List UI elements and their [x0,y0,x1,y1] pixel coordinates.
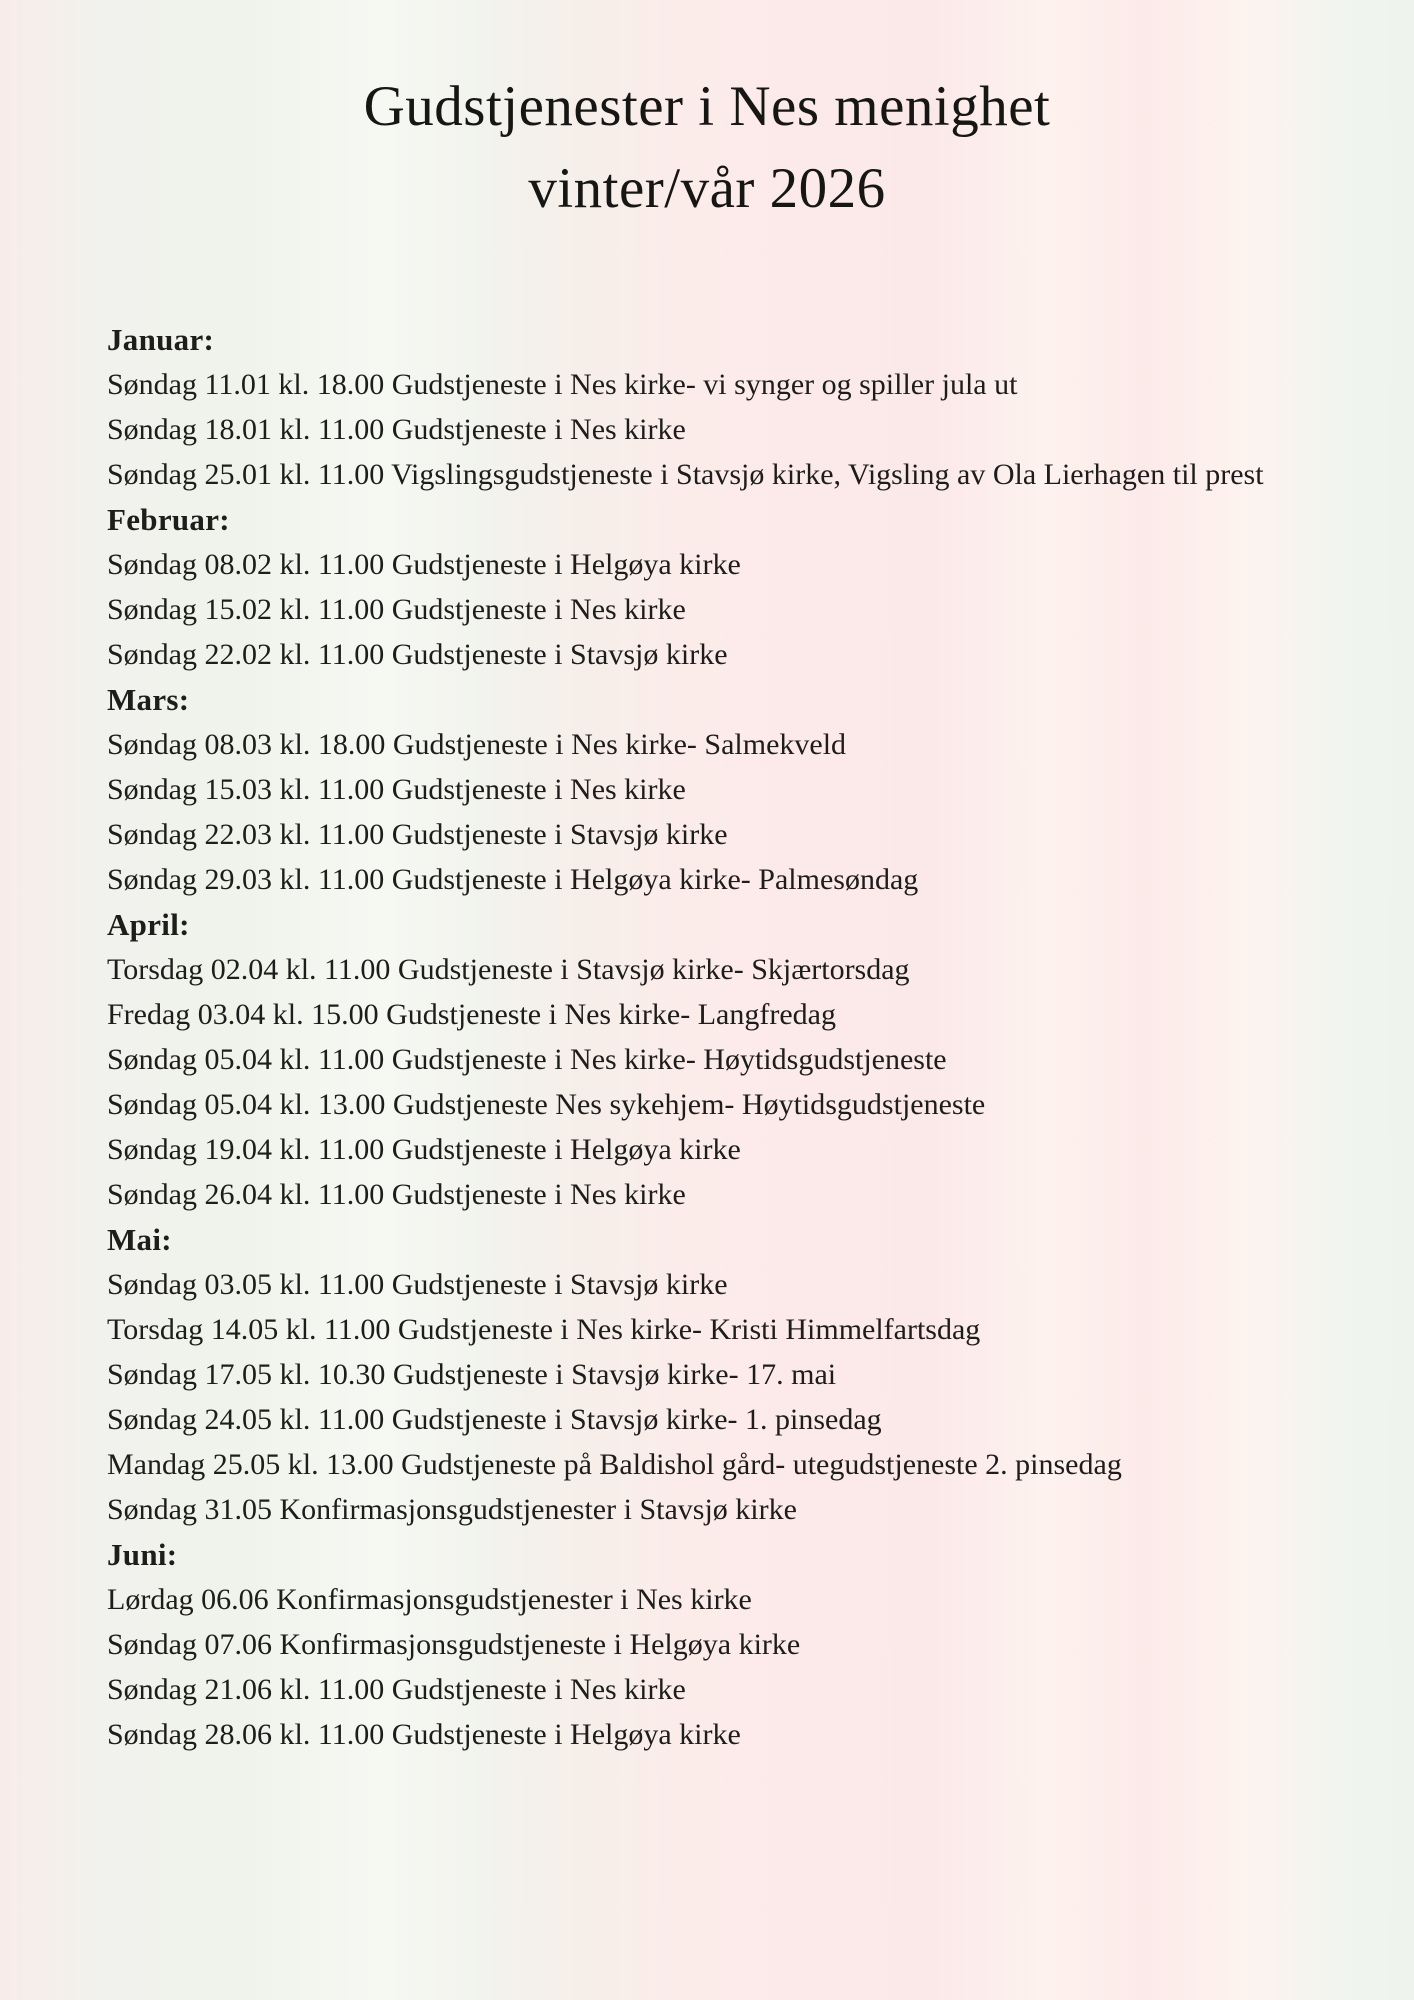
event-item: Søndag 05.04 kl. 13.00 Gudstjeneste Nes sykehjem- Høytidsgudstjeneste [107,1088,986,1121]
event-item: Søndag 07.06 Konfirmasjonsgudstjeneste i Helgøya kirke [107,1628,801,1661]
event-item: Torsdag 14.05 kl. 11.00 Gudstjeneste i Nes kirke- Kristi Himmelfartsdag [107,1313,981,1346]
event-item: Søndag 24.05 kl. 11.00 Gudstjeneste i Stavsjø kirke- 1. pinsedag [107,1403,882,1436]
event-item: Søndag 15.02 kl. 11.00 Gudstjeneste i Nes kirke [107,593,686,626]
event-item: Søndag 29.03 kl. 11.00 Gudstjeneste i Helgøya kirke- Palmesøndag [107,863,919,896]
event-item: Fredag 03.04 kl. 15.00 Gudstjeneste i Nes kirke- Langfredag [107,998,836,1031]
event-item: Søndag 15.03 kl. 11.00 Gudstjeneste i Nes kirke [107,773,686,806]
event-item: Søndag 25.01 kl. 11.00 Vigslingsgudstjeneste i Stavsjø kirke, Vigsling av Ola Lierhagen til prest [107,458,1264,491]
event-item: Søndag 11.01 kl. 18.00 Gudstjeneste i Nes kirke- vi synger og spiller jula ut [107,368,1018,401]
month-heading-februar: Februar: [107,502,230,537]
month-heading-mai: Mai: [107,1222,172,1257]
page-title-line-1: Gudstjenester i Nes menighet [363,75,1051,138]
page-title-line-2: vinter/vår 2026 [528,156,886,220]
event-item: Søndag 17.05 kl. 10.30 Gudstjeneste i Stavsjø kirke- 17. mai [107,1358,837,1391]
month-heading-april: April: [107,907,190,942]
event-item: Søndag 19.04 kl. 11.00 Gudstjeneste i Helgøya kirke [107,1133,741,1166]
event-item: Søndag 03.05 kl. 11.00 Gudstjeneste i Stavsjø kirke [107,1268,728,1301]
month-heading-juni: Juni: [107,1537,178,1572]
event-item: Søndag 08.03 kl. 18.00 Gudstjeneste i Nes kirke- Salmekveld [107,728,847,761]
event-item: Søndag 22.02 kl. 11.00 Gudstjeneste i Stavsjø kirke [107,638,728,671]
event-item: Søndag 28.06 kl. 11.00 Gudstjeneste i Helgøya kirke [107,1718,741,1751]
event-item: Søndag 31.05 Konfirmasjonsgudstjenester i Stavsjø kirke [107,1493,797,1526]
event-item: Søndag 18.01 kl. 11.00 Gudstjeneste i Nes kirke [107,413,686,446]
event-item: Søndag 21.06 kl. 11.00 Gudstjeneste i Nes kirke [107,1673,686,1706]
page-title [107,58,1307,229]
event-item: Torsdag 02.04 kl. 11.00 Gudstjeneste i Stavsjø kirke- Skjærtorsdag [107,953,910,986]
event-item: Mandag 25.05 kl. 13.00 Gudstjeneste på Baldishol gård- utegudstjeneste 2. pinsedag [107,1448,1122,1481]
month-heading-mars: Mars: [107,682,190,717]
event-item: Lørdag 06.06 Konfirmasjonsgudstjenester i Nes kirke [107,1583,752,1616]
service-schedule-list [107,317,1307,1757]
event-item: Søndag 26.04 kl. 11.00 Gudstjeneste i Nes kirke [107,1178,686,1211]
event-item: Søndag 08.02 kl. 11.00 Gudstjeneste i Helgøya kirke [107,548,741,581]
month-heading-januar: Januar: [107,322,215,357]
event-item: Søndag 05.04 kl. 11.00 Gudstjeneste i Nes kirke- Høytidsgudstjeneste [107,1043,947,1076]
event-item: Søndag 22.03 kl. 11.00 Gudstjeneste i Stavsjø kirke [107,818,728,851]
